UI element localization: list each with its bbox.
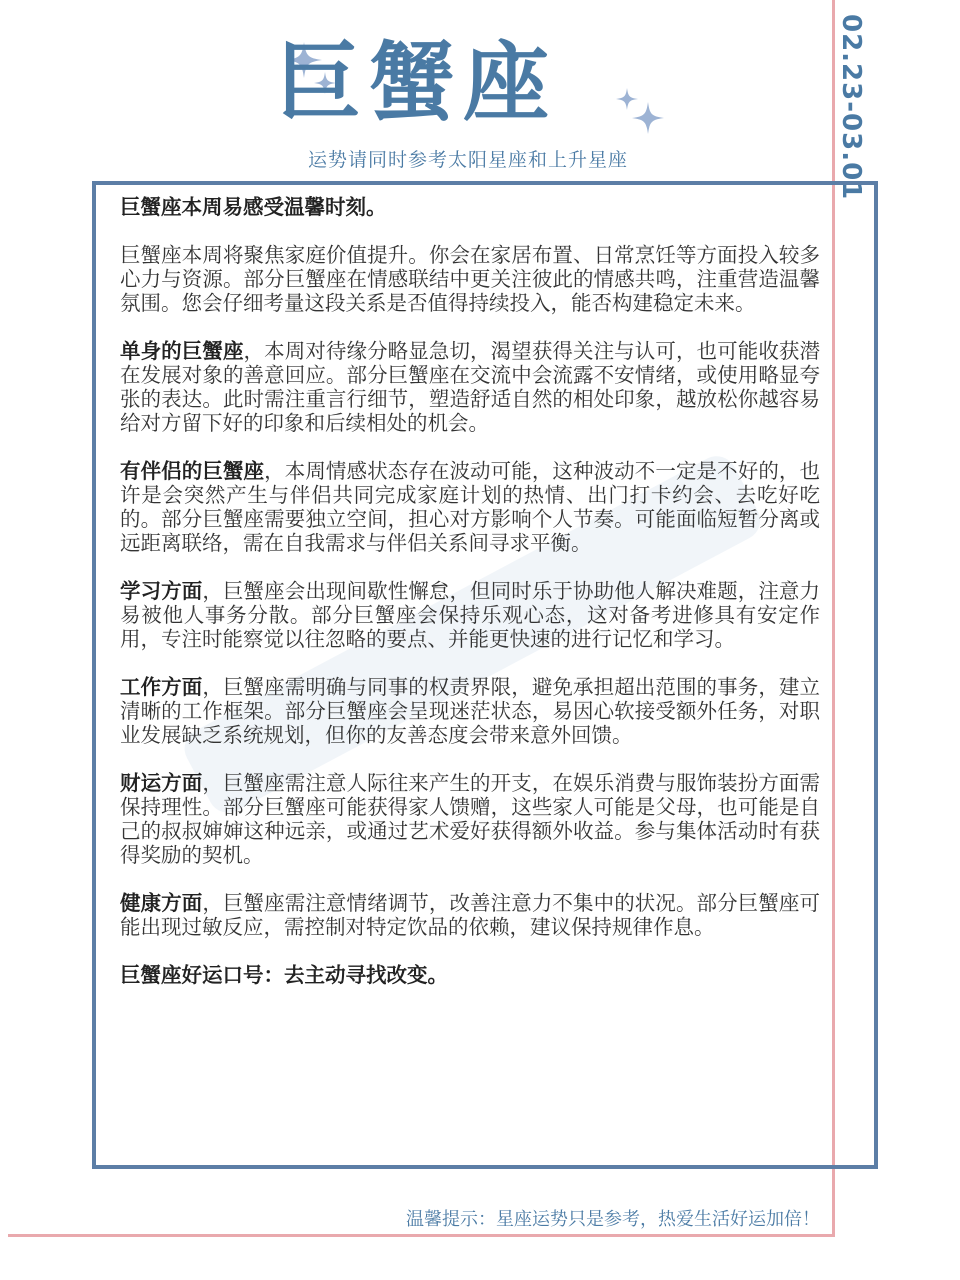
subtitle: 运势请同时参考太阳星座和上升星座 (307, 149, 628, 171)
section-1: 巨蟹座本周将聚焦家庭价值提升。你会在家居布置、日常烹饪等方面投入较多心力与资源。部分巨蟹座在情感联结中更关注彼此的情感共鸣，注重营造温馨氛围。您会仔细考量这段关系是否值得持续投入，能否构建稳定未来。 (120, 243, 820, 315)
date-range: 02.23-03.01 (836, 14, 866, 201)
pink-horizontal-line (8, 1234, 835, 1237)
section-5: 工作方面，巨蟹座需明确与同事的权责界限，避免承担超出范围的事务，建立清晰的工作框架。部分巨蟹座会呈现迷茫状态，易因心软接受额外任务，对职业发展缺乏系统规划，但你的友善态度会带来意外回馈。 (120, 675, 821, 747)
section-4: 学习方面，巨蟹座会出现间歇性懈怠，但同时乐于协助他人解决难题，注意力易被他人事务分散。部分巨蟹座会保持乐观心态，这对备考进修具有安定作用，专注时能察觉以往忽略的要点、并能更快速的进行记忆和学习。 (120, 579, 821, 651)
article-body (120, 195, 820, 1011)
section-2: 单身的巨蟹座，本周对待缘分略显急切，渴望获得关注与认可，也可能收获潜在发展对象的善意回应。部分巨蟹座在交流中会流露不安情绪，或使用略显夸张的表达。此时需注重言行细节，塑造舒适自然的相处印象，越放松你越容易给对方留下好的印象和后续相处的机会。 (120, 339, 820, 435)
section-8: 巨蟹座好运口号：去主动寻找改变。 (120, 963, 448, 987)
page-title: 巨蟹座 (275, 33, 557, 133)
footer-tip: 温馨提示：星座运势只是参考，热爱生活好运加倍！ (406, 1209, 820, 1230)
section-0: 巨蟹座本周易感受温馨时刻。 (120, 195, 387, 219)
section-3: 有伴侣的巨蟹座，本周情感状态存在波动可能，这种波动不一定是不好的，也许是会突然产生与伴侣共同完成家庭计划的热情、出门打卡约会、去吃好吃的。部分巨蟹座需要独立空间，担心对方影响个人节奏。可能面临短暂分离或远距离联络，需在自我需求与伴侣关系间寻求平衡。 (120, 459, 821, 555)
section-7: 健康方面，巨蟹座需注意情绪调节，改善注意力不集中的状况。部分巨蟹座可能出现过敏反应，需控制对特定饮品的依赖，建议保持规律作息。 (120, 891, 821, 939)
section-6: 财运方面，巨蟹座需注意人际往来产生的开支，在娱乐消费与服饰装扮方面需保持理性。部分巨蟹座可能获得家人馈赠，这些家人可能是父母，也可能是自己的叔叔婶婶这种远亲，或通过艺术爱好获得额外收益。参与集体活动时有获得奖励的契机。 (120, 771, 821, 867)
